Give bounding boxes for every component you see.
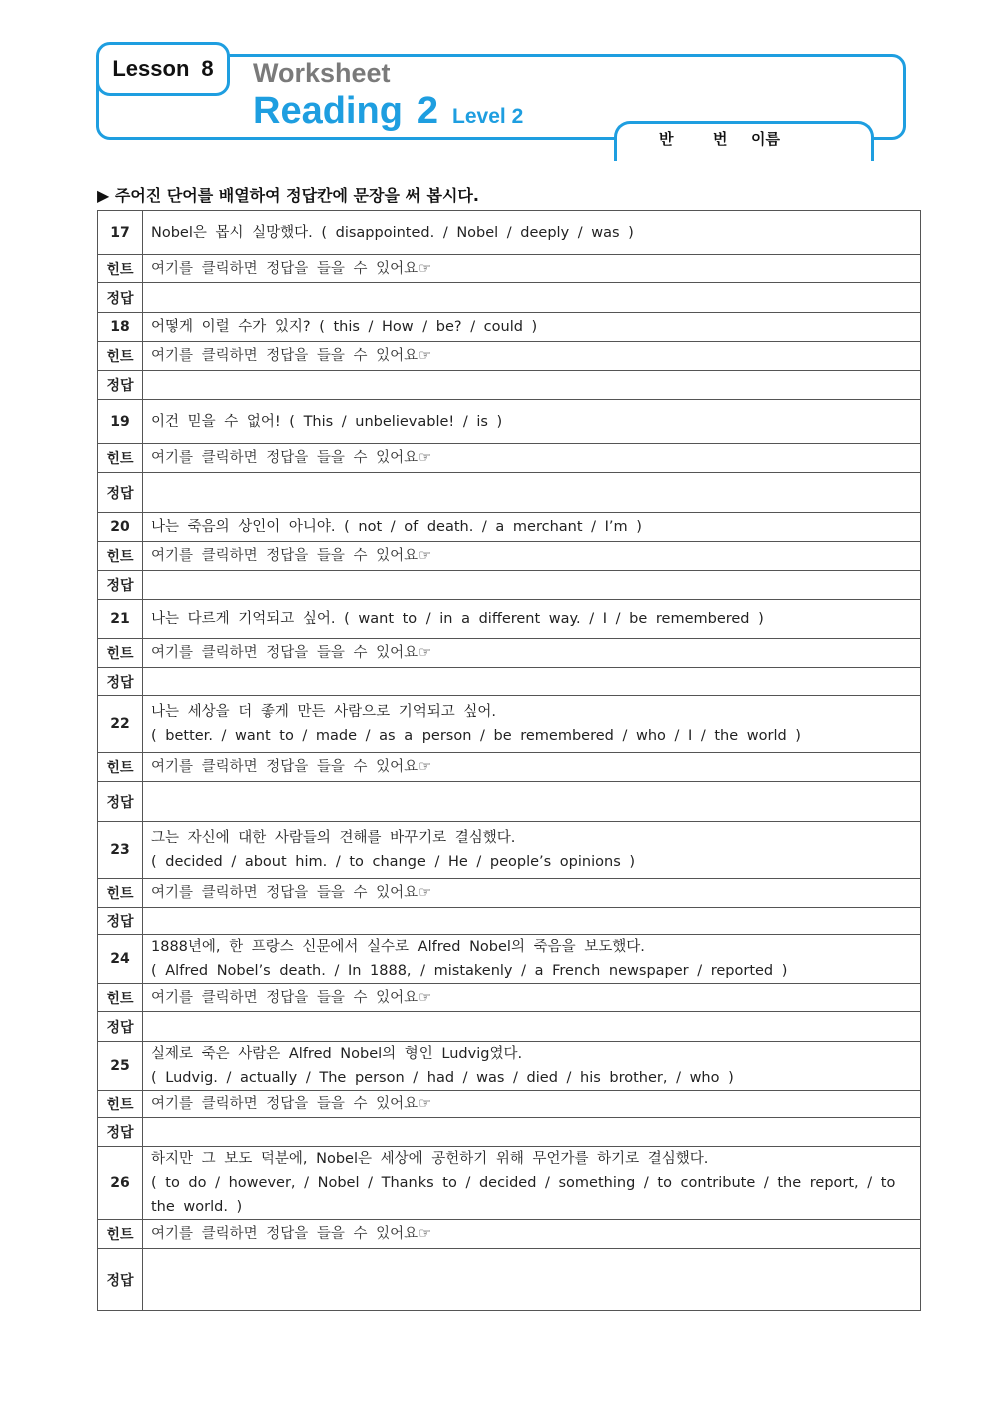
- lesson-label: Lesson: [112, 56, 190, 81]
- number-label: 번: [713, 130, 728, 148]
- question-table: [97, 210, 921, 1311]
- hint-audio-link[interactable]: 여기를 클릭하면 정답을 들을 수 있어요☞: [143, 1091, 921, 1118]
- question-row: [98, 211, 921, 255]
- answer-row: [98, 1012, 921, 1042]
- worksheet-title: Worksheet: [253, 58, 391, 88]
- question-cell: [143, 400, 921, 444]
- question-cell: [143, 211, 921, 255]
- hint-audio-link[interactable]: 여기를 클릭하면 정답을 들을 수 있어요☞: [143, 753, 921, 782]
- question-number: 21: [98, 600, 143, 639]
- answer-label: 정답: [98, 473, 143, 513]
- hint-audio-link[interactable]: 여기를 클릭하면 정답을 들을 수 있어요☞: [143, 444, 921, 473]
- answer-row: [98, 1118, 921, 1147]
- hint-row: [98, 255, 921, 283]
- answer-label: 정답: [98, 283, 143, 313]
- hint-row: [98, 753, 921, 782]
- answer-row: [98, 283, 921, 313]
- question-cell: [143, 513, 921, 542]
- question-number: 23: [98, 822, 143, 879]
- hint-row: [98, 984, 921, 1012]
- level-label: Level 2: [452, 105, 524, 128]
- hint-audio-link[interactable]: 여기를 클릭하면 정답을 들을 수 있어요☞: [143, 984, 921, 1012]
- answer-label: 정답: [98, 1249, 143, 1311]
- answer-label: 정답: [98, 571, 143, 600]
- question-cell: [143, 935, 921, 984]
- hint-row: [98, 444, 921, 473]
- question-korean: 나는 죽음의 상인이 아니야. ( not / of death. / a merchant / I’m ): [151, 519, 642, 535]
- question-korean: 1888년에, 한 프랑스 신문에서 실수로 Alfred Nobel의 죽음을 보도했다.: [151, 939, 645, 955]
- hint-label: 힌트: [98, 542, 143, 571]
- hint-label: 힌트: [98, 342, 143, 371]
- question-cell: [143, 1147, 921, 1220]
- hint-label: 힌트: [98, 255, 143, 283]
- question-table-body: [98, 211, 921, 1311]
- question-word-list: ( better. / want to / made / as a person / be remembered / who / I / the world ): [151, 728, 801, 744]
- hint-row: [98, 542, 921, 571]
- name-label: 이름: [751, 130, 780, 148]
- answer-row: [98, 668, 921, 696]
- question-word-list: ( to do / however, / Nobel / Thanks to / decided / something / to contribute / the report, / to the world. ): [151, 1175, 896, 1215]
- answer-row: [98, 371, 921, 400]
- reading-title: [253, 90, 523, 133]
- question-korean: 나는 다르게 기억되고 싶어. ( want to / in a different way. / I / be remembered ): [151, 611, 764, 627]
- hint-audio-link[interactable]: 여기를 클릭하면 정답을 들을 수 있어요☞: [143, 255, 921, 283]
- hint-label: 힌트: [98, 984, 143, 1012]
- question-number: 24: [98, 935, 143, 984]
- instruction: ▶ 주어진 단어를 배열하여 정답칸에 문장을 써 봅시다.: [97, 186, 479, 205]
- answer-field[interactable]: [143, 1012, 921, 1042]
- worksheet-header: [0, 0, 1000, 160]
- hint-row: [98, 1220, 921, 1249]
- hint-label: 힌트: [98, 639, 143, 668]
- answer-label: 정답: [98, 668, 143, 696]
- question-row: [98, 600, 921, 639]
- answer-field[interactable]: [143, 473, 921, 513]
- question-row: [98, 400, 921, 444]
- question-row: [98, 822, 921, 879]
- answer-row: [98, 473, 921, 513]
- question-word-list: ( Ludvig. / actually / The person / had / was / died / his brother, / who ): [151, 1070, 734, 1086]
- question-row: [98, 313, 921, 342]
- hint-audio-link[interactable]: 여기를 클릭하면 정답을 들을 수 있어요☞: [143, 639, 921, 668]
- question-word-list: ( decided / about him. / to change / He / people’s opinions ): [151, 854, 636, 870]
- question-korean: 실제로 죽은 사람은 Alfred Nobel의 형인 Ludvig였다.: [151, 1046, 523, 1062]
- question-row: [98, 935, 921, 984]
- answer-row: [98, 908, 921, 935]
- question-row: [98, 513, 921, 542]
- hint-audio-link[interactable]: 여기를 클릭하면 정답을 들을 수 있어요☞: [143, 1220, 921, 1249]
- question-number: 19: [98, 400, 143, 444]
- answer-label: 정답: [98, 1118, 143, 1147]
- lesson-number: 8: [201, 56, 214, 81]
- question-word-list: ( Alfred Nobel’s death. / In 1888, / mistakenly / a French newspaper / reported ): [151, 963, 788, 979]
- answer-row: [98, 1249, 921, 1311]
- answer-row: [98, 571, 921, 600]
- answer-label: 정답: [98, 782, 143, 822]
- answer-field[interactable]: [143, 571, 921, 600]
- hint-audio-link[interactable]: 여기를 클릭하면 정답을 들을 수 있어요☞: [143, 542, 921, 571]
- reading-number: 2: [416, 90, 439, 132]
- answer-field[interactable]: [143, 908, 921, 935]
- question-korean: 그는 자신에 대한 사람들의 견해를 바꾸기로 결심했다.: [151, 830, 516, 846]
- hint-label: 힌트: [98, 1220, 143, 1249]
- question-number: 26: [98, 1147, 143, 1220]
- question-korean: 하지만 그 보도 덕분에, Nobel은 세상에 공헌하기 위해 무언가를 하기로 결심했다.: [151, 1151, 709, 1167]
- class-label: 반: [659, 130, 674, 148]
- answer-field[interactable]: [143, 782, 921, 822]
- reading-label: Reading: [253, 90, 403, 132]
- question-number: 17: [98, 211, 143, 255]
- answer-label: 정답: [98, 1012, 143, 1042]
- question-number: 18: [98, 313, 143, 342]
- answer-field[interactable]: [143, 1118, 921, 1147]
- question-row: [98, 696, 921, 753]
- question-number: 20: [98, 513, 143, 542]
- hint-label: 힌트: [98, 879, 143, 908]
- answer-row: [98, 782, 921, 822]
- hint-audio-link[interactable]: 여기를 클릭하면 정답을 들을 수 있어요☞: [143, 879, 921, 908]
- question-cell: [143, 696, 921, 753]
- answer-field[interactable]: [143, 1249, 921, 1311]
- hint-label: 힌트: [98, 1091, 143, 1118]
- question-cell: [143, 822, 921, 879]
- question-cell: [143, 1042, 921, 1091]
- question-korean: Nobel은 몹시 실망했다. ( disappointed. / Nobel / deeply / was ): [151, 224, 634, 241]
- hint-label: 힌트: [98, 753, 143, 782]
- answer-field[interactable]: [143, 371, 921, 400]
- question-cell: [143, 600, 921, 639]
- answer-label: 정답: [98, 371, 143, 400]
- hint-audio-link[interactable]: 여기를 클릭하면 정답을 들을 수 있어요☞: [143, 342, 921, 371]
- question-row: [98, 1042, 921, 1091]
- answer-field[interactable]: [143, 283, 921, 313]
- question-number: 25: [98, 1042, 143, 1091]
- question-cell: [143, 313, 921, 342]
- name-tab: [614, 121, 874, 161]
- question-korean: 어떻게 이럴 수가 있지? ( this / How / be? / could ): [151, 319, 538, 335]
- question-row: [98, 1147, 921, 1220]
- hint-label: 힌트: [98, 444, 143, 473]
- hint-row: [98, 639, 921, 668]
- answer-label: 정답: [98, 908, 143, 935]
- hint-row: [98, 879, 921, 908]
- lesson-badge: [96, 42, 230, 96]
- question-korean: 나는 세상을 더 좋게 만든 사람으로 기억되고 싶어.: [151, 704, 497, 720]
- question-korean: 이건 믿을 수 없어! ( This / unbelievable! / is ): [151, 413, 503, 430]
- question-number: 22: [98, 696, 143, 753]
- answer-field[interactable]: [143, 668, 921, 696]
- hint-row: [98, 1091, 921, 1118]
- hint-row: [98, 342, 921, 371]
